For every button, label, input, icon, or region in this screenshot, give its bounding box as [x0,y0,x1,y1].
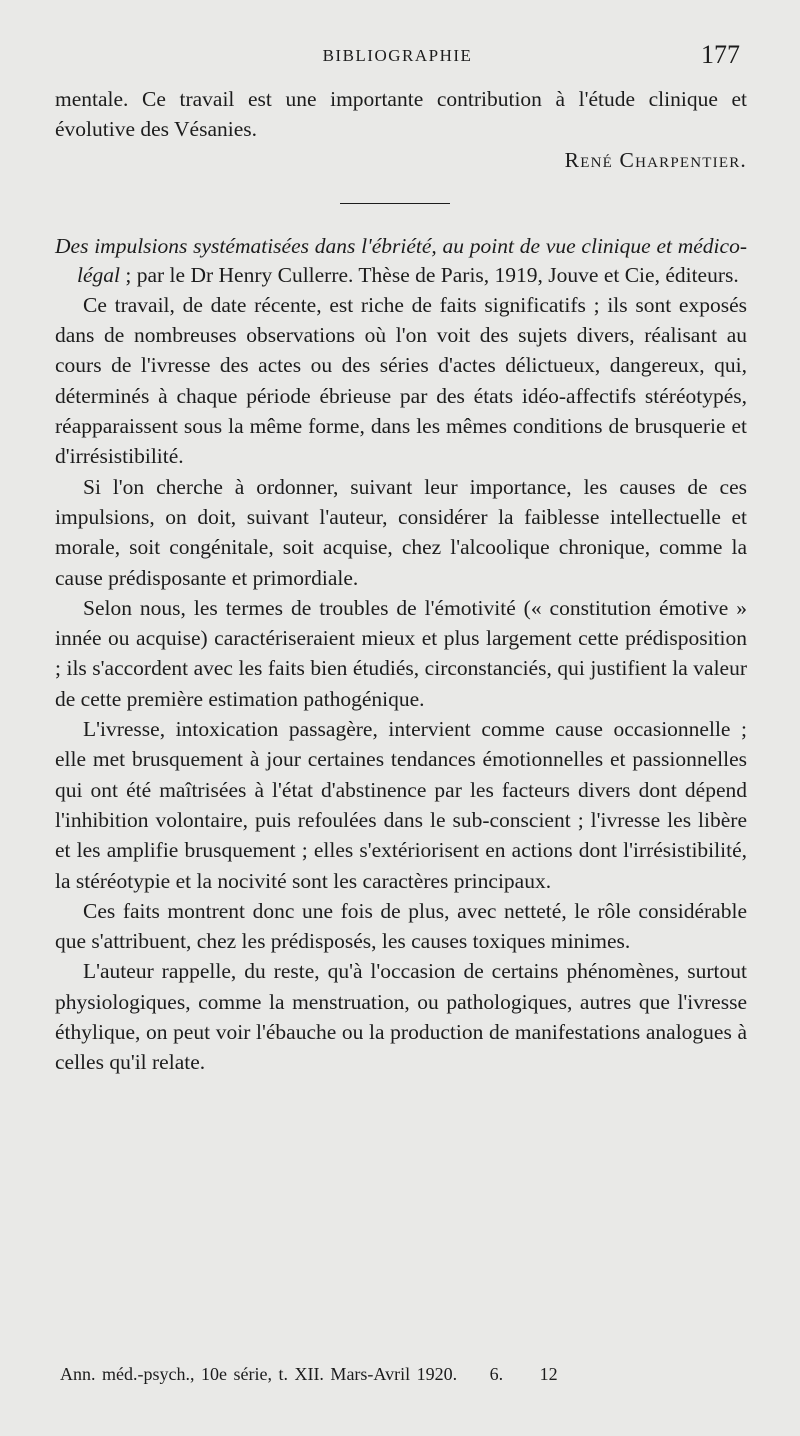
page-footer [60,1364,740,1385]
paragraph-6: L'auteur rappelle, du reste, qu'à l'occasion de certains phénomènes, surtout physiologiques, comme la menstruation, ou pathologiques, autres que l'ivresse éthylique, on peut voir l'ébauche ou la production de manifestations analogues à celles qu'il relate. [55,959,747,1075]
citation-title: Des impulsions systématisées dans l'ébriété, au point de vue clinique et médico-légal [55,233,747,287]
page-header [55,40,740,80]
paragraph-2: Si l'on cherche à ordonner, suivant leur importance, les causes de ces impulsions, on doit, suivant l'auteur, considérer la faiblesse intellectuelle et morale, soit congénitale, soit acquise, chez l'alcoolique chronique, comme la cause prédisposante et primordiale. [55,474,747,590]
body-text [55,84,747,1078]
paragraph-1: Ce travail, de date récente, est riche de faits significatifs ; ils sont exposés dans de nombreuses observations où l'on voit des sujets divers, réalisant au cours de l'ivresse des actes ou des séries d'actes délictueux, dangereux, qui, déterminés à chaque période ébrieuse par des états idéo-affectifs stéréotypés, réapparaissent sous la même forme, dans les mêmes conditions de brusquerie et d'irrésistibilité. [55,292,747,469]
paragraph-3: Selon nous, les termes de troubles de l'émotivité (« constitution émotive » innée ou acquise) caractériseraient mieux et plus largement cette prédisposition ; ils s'accordent avec les faits bien étudiés, circonstanciés, qui justifient la valeur de cette première estimation pathogénique. [55,595,747,711]
citation-details: ; par le Dr Henry Cullerre. Thèse de Paris, 1919, Jouve et Cie, éditeurs. [120,262,739,287]
page-number: 177 [701,40,740,69]
paragraph-4: L'ivresse, intoxication passagère, intervient comme cause occasionnelle ; elle met brusquement à jour certaines tendances émotionnelles et passionnelles qui ont été maîtrisées à l'état d'abstinence par les facteurs divers dont dépend l'inhibition volontaire, puis refoulées dans le sub-conscient ; l'ivresse les libère et les amplifie brusquement ; elles s'extériorisent en actions dont l'irrésistibilité, la stéréotypie et la nocivité sont les caractères principaux. [55,717,747,893]
continuation-text: mentale. Ce travail est une importante contribution à l'étude clinique et évolutive des Vésanies. [55,87,747,142]
signature-mark: 12 [539,1364,558,1384]
journal-reference: Ann. méd.-psych., 10e série, t. XII. Mars-Avril 1920. [60,1364,458,1384]
fascicle-number: 6. [489,1364,504,1384]
review-signature: René Charpentier. [564,147,747,172]
section-divider [340,203,450,204]
bibliographic-citation [55,232,747,290]
running-head: BIBLIOGRAPHIE [322,46,473,65]
paragraph-5: Ces faits montrent donc une fois de plus, avec netteté, le rôle considérable que s'attribuent, chez les prédisposés, les causes toxiques minimes. [55,898,747,954]
